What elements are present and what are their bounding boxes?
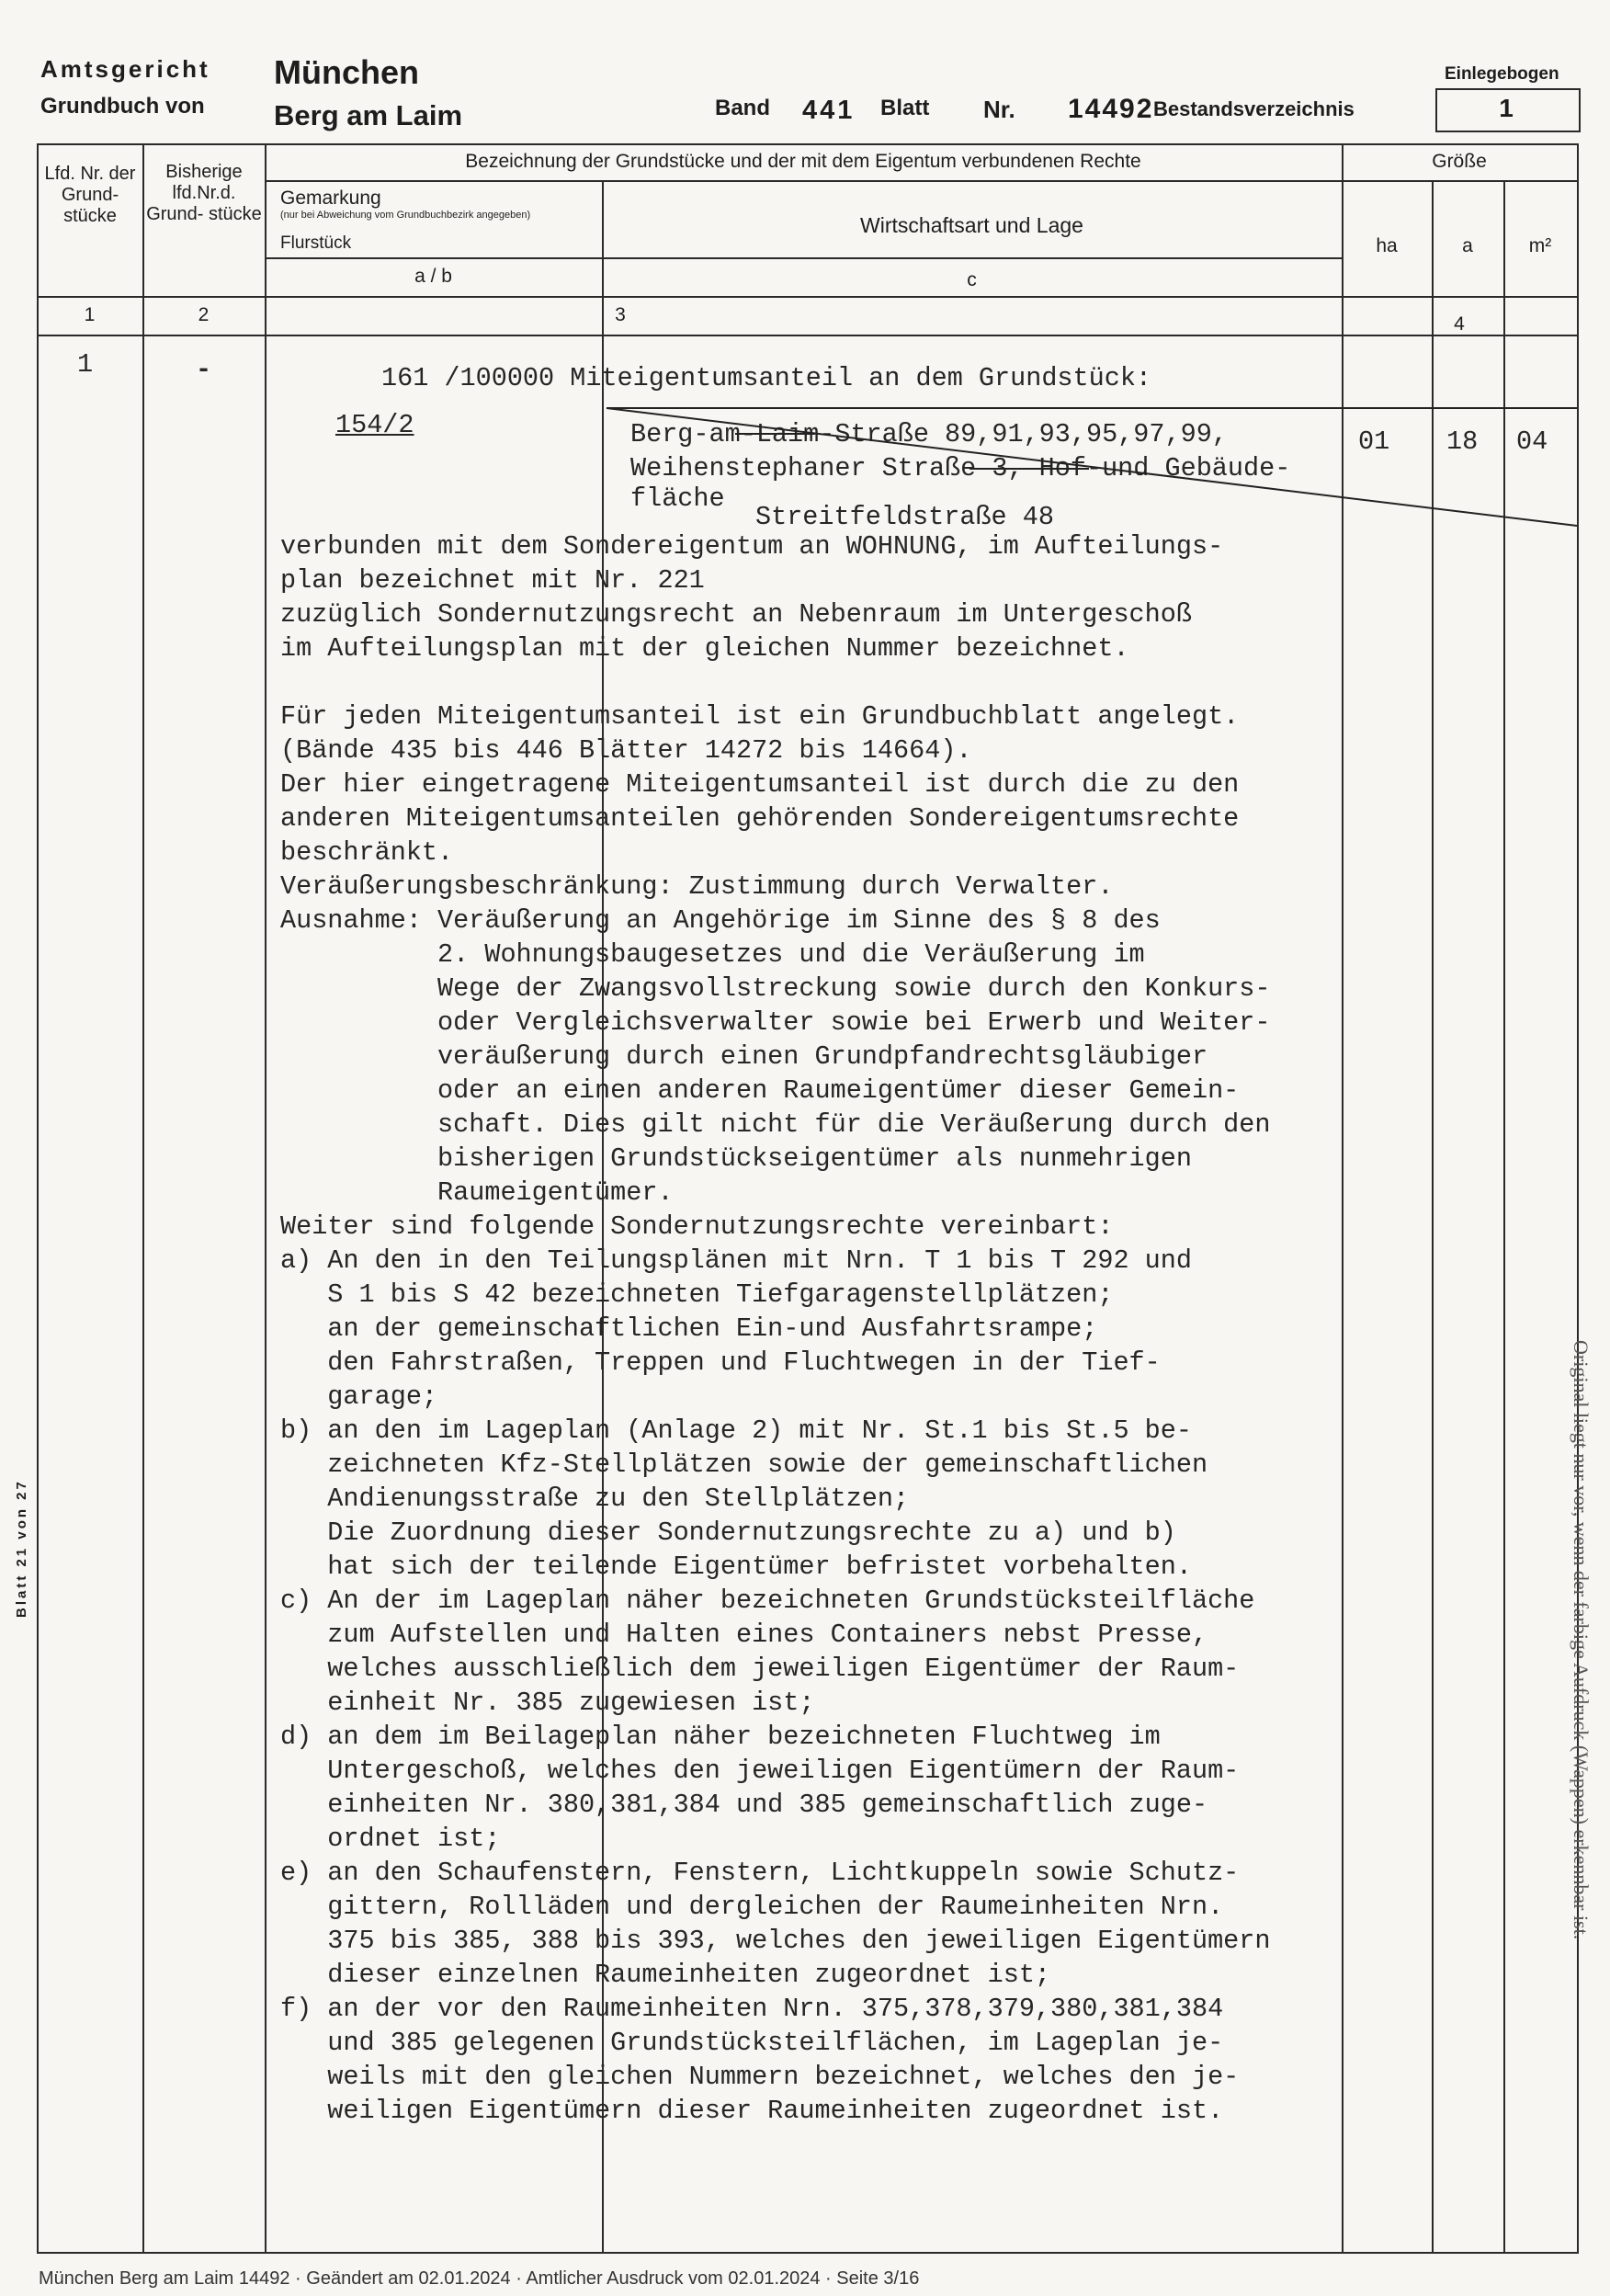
size-m2: 04 (1516, 426, 1548, 457)
gemarkung-note: (nur bei Abweichung vom Grundbuchbezirk angegeben) (280, 210, 531, 221)
gemarkung-label: Gemarkung (280, 188, 381, 209)
col1-header: Lfd. Nr. der Grund- stücke (44, 164, 136, 226)
entry-text-line: anderen Miteigentumsanteilen gehörenden Sondereigentumsrechte (280, 803, 1240, 834)
entry-text-line: Untergeschoß, welches den jeweiligen Eigentümern der Raum- (280, 1756, 1240, 1786)
entry-text-line: Andienungsstraße zu den Stellplätzen; (280, 1483, 910, 1514)
lfd-nr: 1 (77, 349, 94, 380)
lage-new: Streitfeldstraße 48 (755, 502, 1054, 532)
entry-text-line: an der gemeinschaftlichen Ein-und Ausfahrtsrampe; (280, 1313, 1098, 1344)
size-a: 18 (1446, 426, 1479, 457)
entry-text-line: beschränkt. (280, 837, 454, 868)
blatt-value: 14492 (1068, 94, 1154, 124)
entry-text-line: welches ausschließlich dem jeweiligen Eigentümer der Raum- (280, 1654, 1240, 1684)
entry-text-line: plan bezeichnet mit Nr. 221 (280, 565, 705, 596)
entry-text-line: Weiter sind folgende Sondernutzungsrechte vereinbart: (280, 1211, 1114, 1242)
entry-text-line: 375 bis 385, 388 bis 393, welches den jeweiligen Eigentümern (280, 1926, 1271, 1956)
entry-text-line: weils mit den gleichen Nummern bezeichnet, welches den je- (280, 2062, 1240, 2092)
entry-text-line: bisherigen Grundstückseigentümer als nunmehrigen (280, 1143, 1192, 1174)
grundbuch-label: Grundbuch von (40, 94, 205, 119)
ha-label: ha (1376, 235, 1398, 256)
entry-text-line: verbunden mit dem Sondereigentum an WOHNUNG, im Aufteilungs- (280, 531, 1224, 562)
entry-text-line: hat sich der teilende Eigentümer befristet vorbehalten. (280, 1552, 1192, 1582)
entry-text-line: oder an einen anderen Raumeigentümer dieser Gemein- (280, 1075, 1240, 1106)
entry-text-line: dieser einzelnen Raumeinheiten zugeordnet ist; (280, 1960, 1051, 1990)
einlegebogen-value: 1 (1499, 94, 1514, 122)
entry-text-line: zum Aufstellen und Halten eines Containers nebst Presse, (280, 1620, 1208, 1650)
entry-text-line: Raumeigentümer. (280, 1177, 674, 1208)
nr-label: Nr. (983, 96, 1015, 123)
entry-text-line: gittern, Rollläden und dergleichen der Raumeinheiten Nrn. (280, 1892, 1224, 1922)
grundbuch-place: Berg am Laim (274, 99, 463, 131)
wirtschaft-label: Wirtschaftsart und Lage (860, 213, 1083, 237)
entry-text-line: im Aufteilungsplan mit der gleichen Nummer bezeichnet. (280, 633, 1129, 664)
band-label: Band (715, 96, 770, 120)
col2-header: Bisherige lfd.Nr.d. Grund- stücke (146, 162, 262, 224)
bisherige-nr: - (196, 355, 212, 385)
flurstueck-label: Flurstück (280, 233, 352, 253)
entry-text-line: e) an den Schaufenstern, Fenstern, Lichtkuppeln sowie Schutz- (280, 1858, 1240, 1888)
entry-text-line: zuzüglich Sondernutzungsrecht an Nebenraum im Untergeschoß (280, 599, 1192, 630)
flurstueck-number: 154/2 (335, 410, 414, 440)
entry-text-line: c) An der im Lageplan näher bezeichneten Grundstücksteilfläche (280, 1586, 1255, 1616)
main-header: Bezeichnung der Grundstücke und der mit dem Eigentum verbundenen Rechte (465, 151, 1141, 172)
entry-text-line: weiligen Eigentümern dieser Raumeinheiten zugeordnet ist. (280, 2096, 1224, 2126)
court-label: Amtsgericht (40, 55, 210, 83)
entry-text-line: oder Vergleichsverwalter sowie bei Erwerb und Weiter- (280, 1007, 1271, 1038)
entry-text-line: a) An den in den Teilungsplänen mit Nrn. T 1 bis T 292 und (280, 1245, 1192, 1276)
c-label: c (967, 269, 977, 290)
blatt-label: Blatt (880, 96, 930, 120)
entry-text-line (280, 665, 1270, 699)
entry-text-line: Der hier eingetragene Miteigentumsanteil ist durch die zu den (280, 769, 1240, 800)
lage-line-2: Weihenstephaner Straße 3, Hof-und Gebäude- (630, 453, 1291, 483)
entry-text-line: zeichneten Kfz-Stellplätzen sowie der gemeinschaftlichen (280, 1449, 1208, 1480)
register-label: Bestandsverzeichnis (1153, 97, 1355, 120)
ab-label: a / b (414, 266, 452, 287)
entry-text-line: f) an der vor den Raumeinheiten Nrn. 375,378,379,380,381,384 (280, 1994, 1224, 2024)
col-num-4: 4 (1454, 313, 1465, 335)
entry-text-line: veräußerung durch einen Grundpfandrechtsgläubiger (280, 1041, 1208, 1072)
col-num-1: 1 (84, 304, 96, 325)
entry-text-line: S 1 bis S 42 bezeichneten Tiefgaragenstellplätzen; (280, 1279, 1114, 1310)
entry-text-line: garage; (280, 1381, 438, 1412)
entry-text-line: Ausnahme: Veräußerung an Angehörige im Sinne des § 8 des (280, 905, 1161, 936)
lage-line-1: Berg-am-Laim-Straße 89,91,93,95,97,99, (630, 419, 1228, 449)
entry-text-line: ordnet ist; (280, 1824, 501, 1854)
court-name: München (274, 53, 419, 91)
entry-text-block (280, 529, 1270, 2128)
m2-label: m² (1528, 235, 1552, 256)
footer: München Berg am Laim 14492 · Geändert am 02.01.2024 · Amtlicher Ausdruck vom 02.01.2024 · Seite 3/16 (39, 2268, 920, 2289)
size-ha: 01 (1358, 426, 1390, 457)
entry-text-line: 2. Wohnungsbaugesetzes und die Veräußerung im (280, 939, 1145, 970)
band-value: 441 (802, 96, 856, 125)
entry-text-line: (Bände 435 bis 446 Blätter 14272 bis 14664). (280, 735, 972, 766)
groesse-header: Größe (1432, 151, 1487, 172)
entry-text-line: den Fahrstraßen, Treppen und Fluchtwegen in der Tief- (280, 1347, 1161, 1378)
col-num-2: 2 (198, 304, 210, 325)
entry-text-line: b) an den im Lageplan (Anlage 2) mit Nr. St.1 bis St.5 be- (280, 1415, 1192, 1446)
entry-text-line: einheiten Nr. 380,381,384 und 385 gemeinschaftlich zuge- (280, 1790, 1208, 1820)
lage-line-3: fläche (630, 483, 725, 514)
entry-text-line: Die Zuordnung dieser Sondernutzungsrechte zu a) und b) (280, 1517, 1176, 1548)
entry-text-line: d) an dem im Beilageplan näher bezeichneten Fluchtweg im (280, 1722, 1161, 1752)
share-line: 161 /100000 Miteigentumsanteil an dem Grundstück: (381, 363, 1152, 393)
col-num-3: 3 (615, 304, 626, 325)
side-right-notice: Original liegt nur vor, wenn der farbige Aufdruck (Wappen) erkennbar ist. (1570, 1340, 1593, 1940)
a-label: a (1462, 235, 1473, 256)
einlegebogen-label: Einlegebogen (1445, 64, 1559, 84)
entry-text-line: Veräußerungsbeschränkung: Zustimmung durch Verwalter. (280, 871, 1114, 902)
entry-text-line: und 385 gelegenen Grundstücksteilflächen, im Lageplan je- (280, 2028, 1224, 2058)
entry-text-line: Wege der Zwangsvollstreckung sowie durch den Konkurs- (280, 973, 1271, 1004)
entry-text-line: Für jeden Miteigentumsanteil ist ein Grundbuchblatt angelegt. (280, 701, 1240, 732)
entry-text-line: einheit Nr. 385 zugewiesen ist; (280, 1688, 815, 1718)
entry-text-line: schaft. Dies gilt nicht für die Veräußerung durch den (280, 1109, 1271, 1140)
side-left-page-count: Blatt 21 von 27 (14, 1479, 29, 1618)
